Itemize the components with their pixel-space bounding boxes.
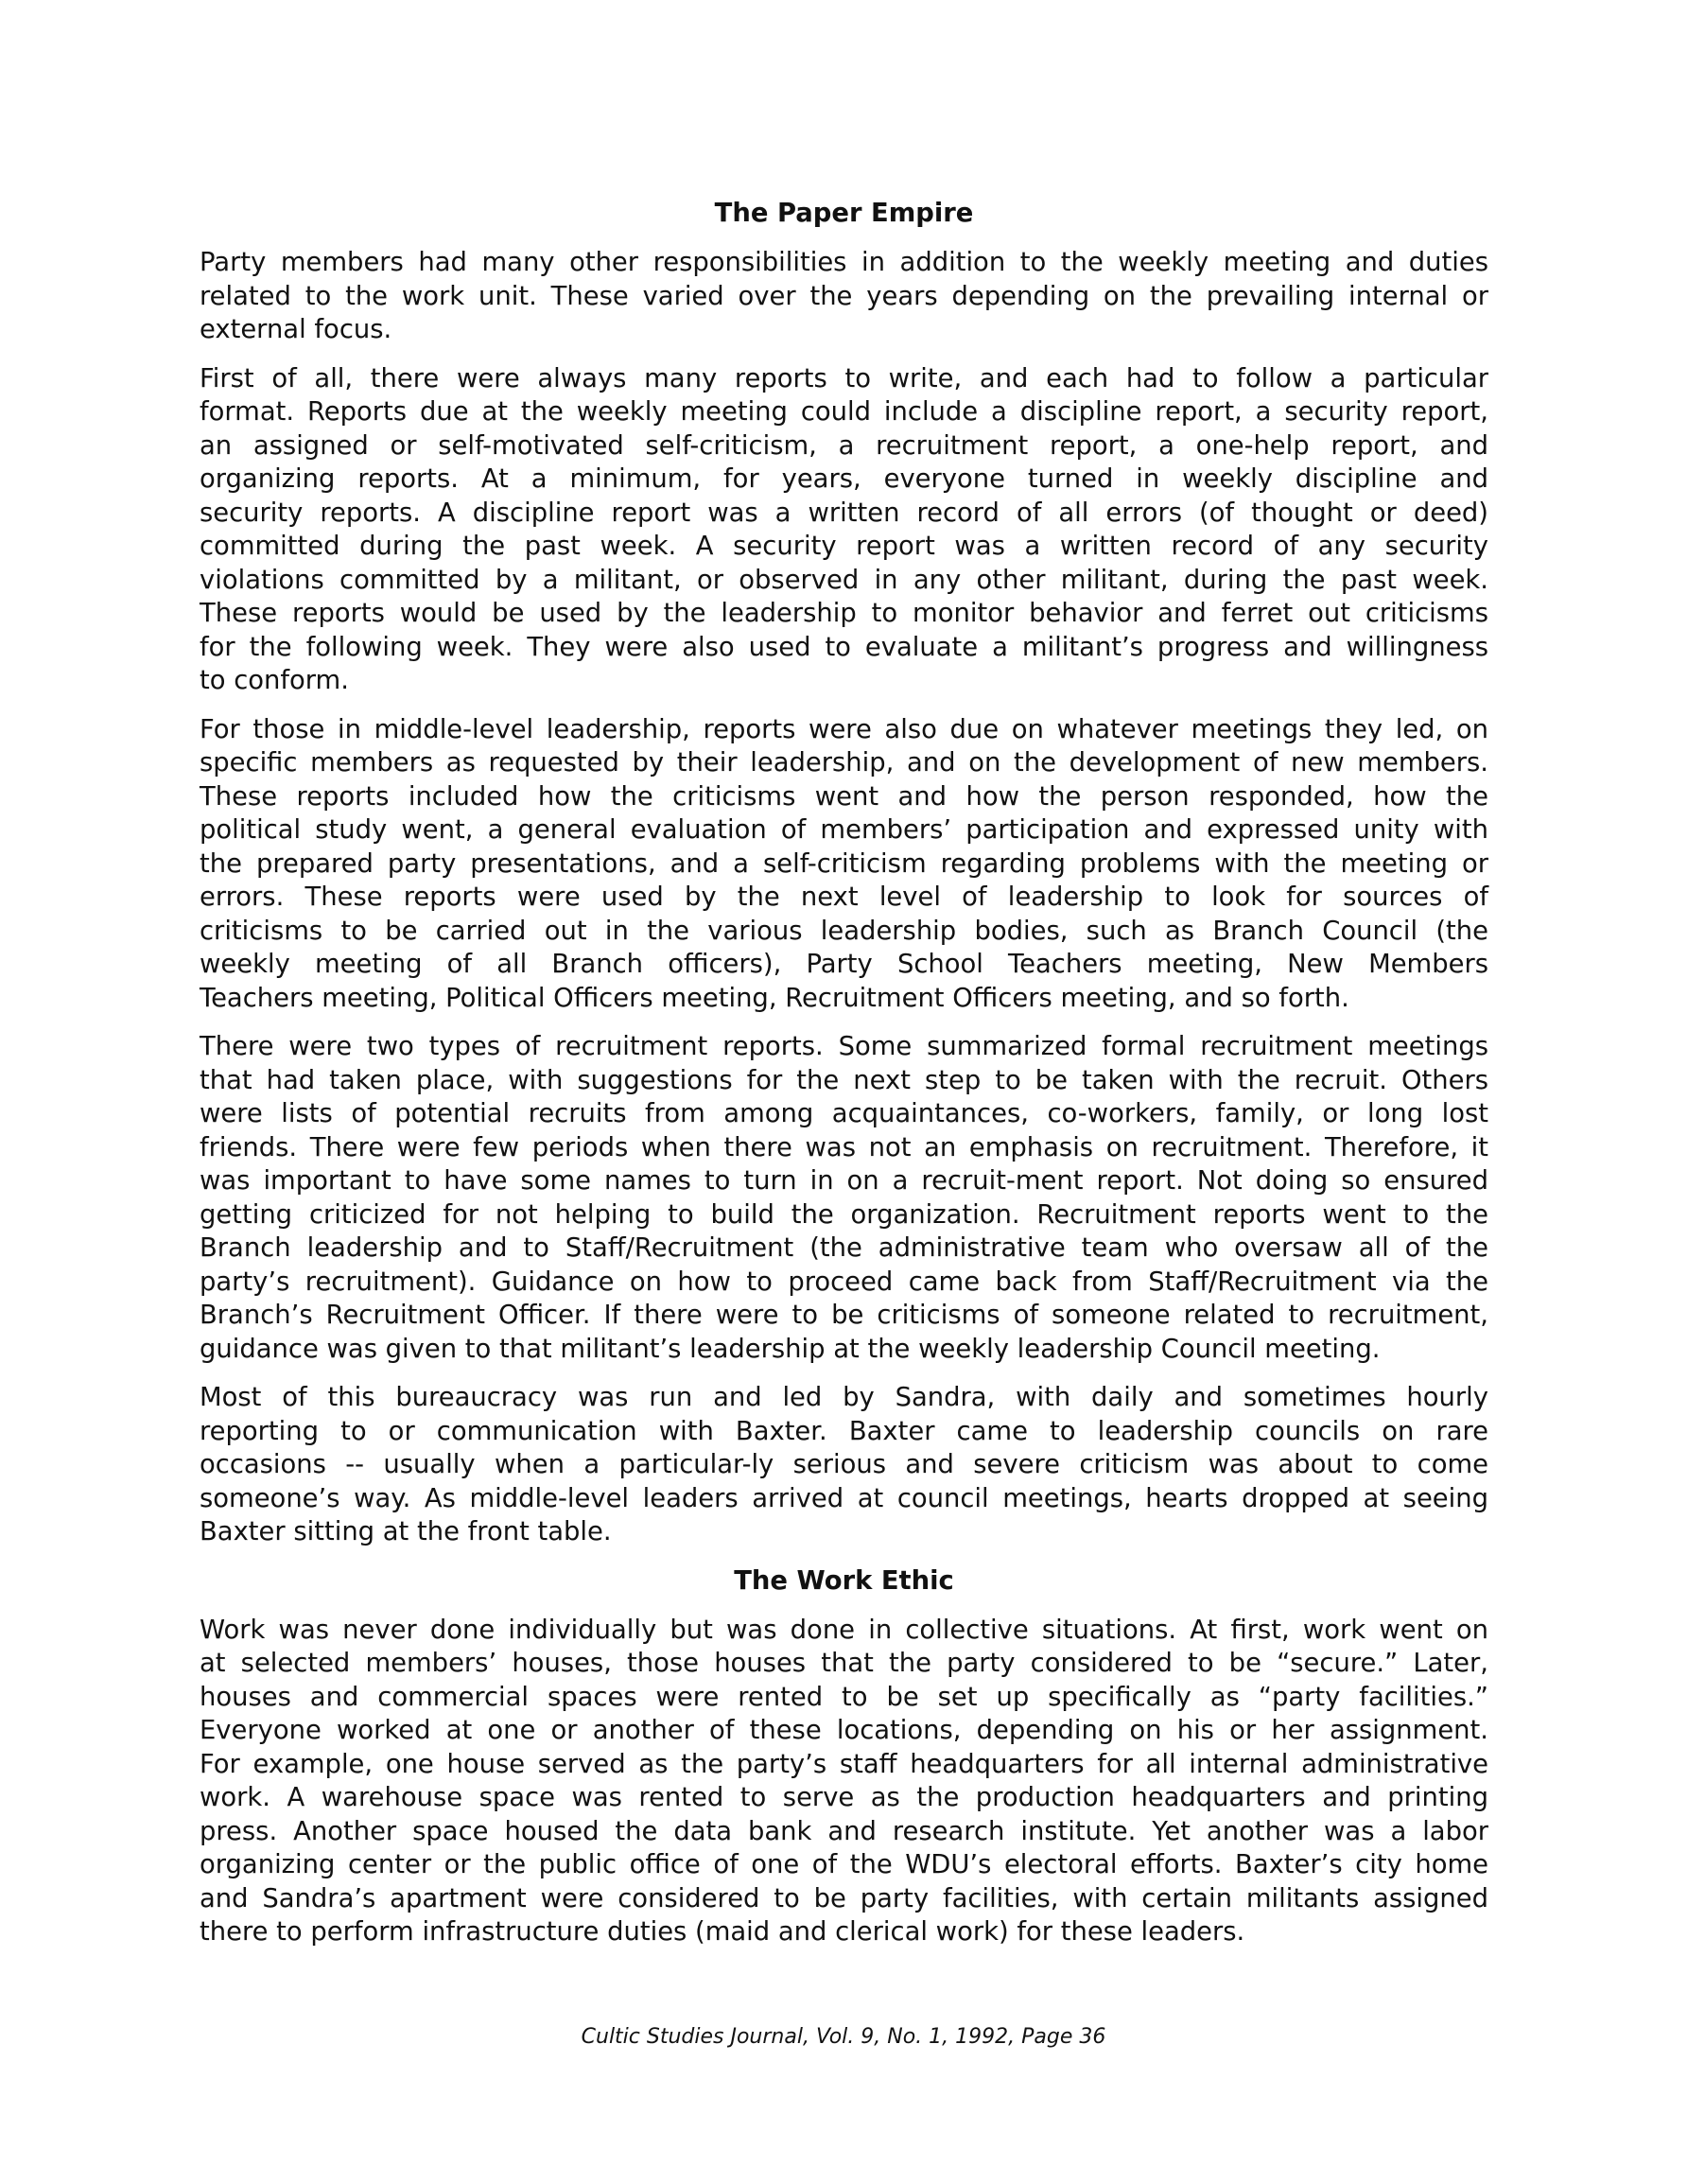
text-line: someone’s way. As middle-level leaders arrived at council meetings, hearts dropped at seeing	[200, 1483, 1488, 1513]
text-line: political study went, a general evaluation of members’ participation and expressed unity with	[200, 815, 1488, 845]
text-line: weekly meeting of all Branch officers), Party School Teachers meeting, New Members	[200, 950, 1488, 979]
document-page	[200, 197, 1488, 1965]
text-line: There were two types of recruitment reports. Some summarized formal recruitment meetings	[200, 1032, 1488, 1061]
text-line: getting criticized for not helping to build the organization. Recruitment reports went to the	[200, 1199, 1488, 1230]
text-line: party’s recruitment). Guidance on how to proceed came back from Staff/Recruitment via the	[200, 1267, 1488, 1297]
text-line: These reports included how the criticisms went and how the person responded, how the	[200, 781, 1488, 812]
text-line: Most of this bureaucracy was run and led by Sandra, with daily and sometimes hourly	[200, 1383, 1488, 1412]
text-line: Teachers meeting, Political Officers meeting, Recruitment Officers meeting, and so forth.	[200, 983, 1349, 1013]
text-line: organizing reports. At a minimum, for years, everyone turned in weekly discipline and	[200, 464, 1488, 494]
text-line: Work was never done individually but was done in collective situations. At first, work went on	[200, 1615, 1488, 1645]
text-line: that had taken place, with suggestions for the next step to be taken with the recruit. Others	[200, 1065, 1488, 1095]
text-line: for the following week. They were also used to evaluate a militant’s progress and willingness	[200, 632, 1488, 662]
text-line: there to perform infrastructure duties (maid and clerical work) for these leaders.	[200, 1917, 1245, 1947]
text-line: related to the work unit. These varied over the years depending on the prevailing internal or	[200, 281, 1488, 311]
text-line: occasions -- usually when a particular-ly serious and severe criticism was about to come	[200, 1450, 1488, 1479]
text-line: Everyone worked at one or another of these locations, depending on his or her assignment.	[200, 1716, 1488, 1745]
text-line: and Sandra’s apartment were considered to be party facilities, with certain militants assigned	[200, 1883, 1488, 1913]
text-line: committed during the past week. A security report was a written record of any security	[200, 532, 1488, 561]
text-line: houses and commercial spaces were rented to be set up specifically as “party facilities.”	[200, 1682, 1488, 1712]
text-line: format. Reports due at the weekly meeting could include a discipline report, a security report,	[200, 397, 1488, 427]
text-line: was important to have some names to turn in on a recruit-ment report. Not doing so ensured	[200, 1166, 1488, 1196]
text-line: the prepared party presentations, and a self-criticism regarding problems with the meeting or	[200, 848, 1488, 879]
text-line: Baxter sitting at the front table.	[200, 1517, 612, 1546]
text-line: Party members had many other responsibilities in addition to the weekly meeting and duties	[200, 248, 1488, 277]
text-line: at selected members’ houses, those houses that the party considered to be “secure.” Later,	[200, 1649, 1488, 1678]
text-line: organizing center or the public office of one of the WDU’s electoral efforts. Baxter’s city home	[200, 1850, 1488, 1879]
text-line: to conform.	[200, 666, 349, 695]
text-line: work. A warehouse space was rented to serve as the production headquarters and printing	[200, 1783, 1488, 1812]
paragraph	[200, 713, 1488, 1016]
text-line: errors. These reports were used by the next level of leadership to look for sources of	[200, 882, 1488, 912]
text-line: friends. There were few periods when there was not an emphasis on recruitment. Therefore, it	[200, 1132, 1488, 1162]
text-line: For those in middle-level leadership, reports were also due on whatever meetings they led, on	[200, 714, 1488, 744]
page-footer-citation: Cultic Studies Journal, Vol. 9, No. 1, 1992, Page 36	[581, 2025, 1106, 2049]
text-line: security reports. A discipline report was a written record of all errors (of thought or deed)	[200, 498, 1488, 528]
paragraph	[200, 1614, 1488, 1949]
text-line: These reports would be used by the leadership to monitor behavior and ferret out criticisms	[200, 599, 1488, 628]
text-line: external focus.	[200, 315, 392, 344]
text-line: Branch’s Recruitment Officer. If there were to be criticisms of someone related to recruitment,	[200, 1301, 1488, 1330]
text-line: guidance was given to that militant’s leadership at the weekly leadership Council meeting.	[200, 1334, 1381, 1364]
paragraph	[200, 1030, 1488, 1366]
text-line: criticisms to be carried out in the various leadership bodies, such as Branch Council (the	[200, 916, 1488, 946]
text-line: For example, one house served as the party’s staff headquarters for all internal administrative	[200, 1749, 1488, 1779]
text-line: press. Another space housed the data bank and research institute. Yet another was a labor	[200, 1816, 1488, 1846]
paragraph	[200, 1381, 1488, 1549]
paragraph	[200, 246, 1488, 347]
text-line: Branch leadership and to Staff/Recruitment (the administrative team who oversaw all of the	[200, 1233, 1488, 1263]
text-line: were lists of potential recruits from among acquaintances, co-workers, family, or long lost	[200, 1099, 1488, 1128]
text-line: reporting to or communication with Baxter. Baxter came to leadership councils on rare	[200, 1416, 1488, 1446]
section-heading-work-ethic: The Work Ethic	[734, 1565, 954, 1596]
text-line: violations committed by a militant, or observed in any other militant, during the past week.	[200, 565, 1488, 595]
paragraph	[200, 362, 1488, 698]
text-line: an assigned or self-motivated self-criticism, a recruitment report, a one-help report, and	[200, 430, 1488, 461]
text-line: First of all, there were always many reports to write, and each had to follow a particular	[200, 363, 1488, 393]
text-line: specific members as requested by their leadership, and on the development of new members.	[200, 748, 1488, 778]
section-heading-paper-empire: The Paper Empire	[714, 199, 974, 228]
